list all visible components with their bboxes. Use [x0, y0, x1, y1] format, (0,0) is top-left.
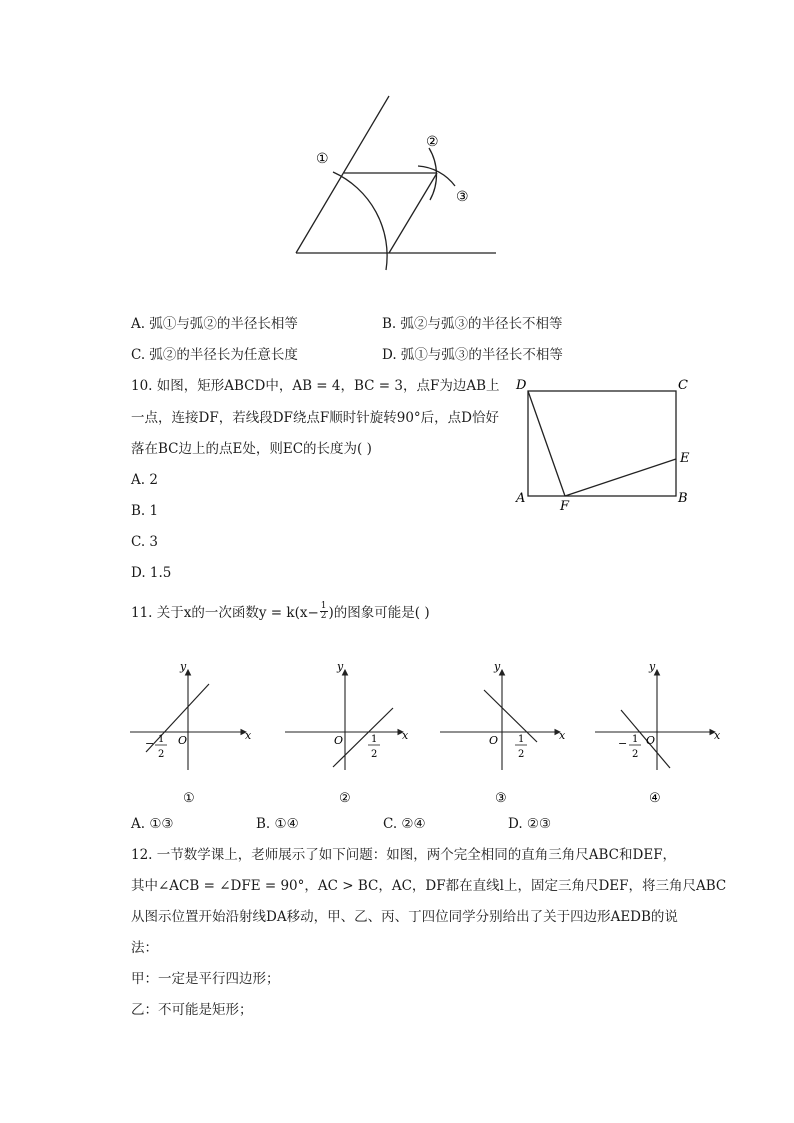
q12-statement-jia: 甲：一定是平行四边形； [131, 971, 280, 987]
q11-graph-4-neg: − [618, 737, 628, 750]
q11-graph-4 [595, 660, 721, 806]
q11-graph-1-num: 1 [158, 734, 165, 745]
q11-option-a: A. ①③ [131, 816, 174, 832]
q9-option-a: A. 弧①与弧②的半径长相等 [131, 316, 298, 332]
q11-graph-3 [440, 660, 566, 806]
q9-arc1-label: ① [316, 151, 329, 167]
q10-option-b: B. 1 [131, 503, 159, 519]
q11-graph-3-den: 2 [518, 749, 525, 760]
q11-graph-1-den: 2 [158, 749, 165, 760]
q10-label-f: F [560, 499, 570, 514]
q11-graph-2-origin: O [334, 734, 344, 747]
q11-graph-4-origin: O [646, 734, 656, 747]
q10-label-b: B [678, 491, 688, 506]
q11-stem-suffix: )的图象可能是( ) [328, 605, 430, 621]
q11-graph-2-y-label: y [337, 660, 344, 673]
q11-option-b: B. ①④ [256, 816, 299, 832]
q10-stem-line-1: 10. 如图，矩形ABCD中，AB = 4，BC = 3，点F为边AB上 [131, 378, 500, 394]
q11-option-c: C. ②④ [383, 816, 426, 832]
q9-arc3-label: ③ [456, 189, 469, 205]
q11-graph-1-caption: ① [183, 791, 195, 806]
q11-graph-4-x-label: x [714, 729, 721, 742]
q11-graph-1 [130, 660, 252, 806]
q11-graph-3-y-label: y [494, 660, 501, 673]
q10-label-c: C [678, 378, 688, 393]
q11-graph-4-num: 1 [632, 734, 639, 745]
q9-option-b: B. 弧②与弧③的半径长不相等 [382, 316, 563, 332]
q11-graph-4-y-label: y [649, 660, 656, 673]
q10-stem-line-3: 落在BC边上的点E处，则EC的长度为( ) [131, 441, 372, 457]
q11-graph-2-den: 2 [371, 749, 378, 760]
q11-graph-4-caption: ④ [649, 791, 661, 806]
q10-option-a: A. 2 [131, 472, 158, 488]
q10-option-c: C. 3 [131, 534, 159, 550]
q10-label-e: E [680, 451, 690, 466]
q9-option-d: D. 弧①与弧③的半径长不相等 [382, 347, 563, 363]
q11-stem-prefix: 11. 关于x的一次函数y = k(x− [131, 605, 319, 621]
q11-graph-1-origin: O [178, 734, 188, 747]
q12-stem-line-2: 其中∠ACB = ∠DFE = 90°，AC > BC，AC，DF都在直线l上，固定三角尺DEF，将三角尺ABC [131, 878, 727, 894]
q11-graph-3-x-label: x [559, 729, 566, 742]
q9-arc2-label: ② [426, 134, 439, 150]
q12-stem-line-1: 12. 一节数学课上，老师展示了如下问题：如图，两个完全相同的直角三角尺ABC和DEF， [131, 847, 677, 863]
q9-option-c: C. 弧②的半径长为任意长度 [131, 347, 298, 363]
q10-stem-line-2: 一点，连接DF，若线段DF绕点F顺时针旋转90°后，点D恰好 [131, 410, 499, 426]
q11-graph-1-neg: − [145, 737, 155, 750]
q11-graph-3-origin: O [489, 734, 499, 747]
q11-graph-2-x-label: x [402, 729, 409, 742]
q11-graph-1-x-label: x [245, 729, 252, 742]
q12-stem-line-4: 法： [131, 940, 158, 956]
q12-statement-yi: 乙：不可能是矩形； [131, 1002, 253, 1018]
q10-option-d: D. 1.5 [131, 565, 172, 581]
q10-label-d: D [516, 378, 527, 393]
q10-label-a: A [516, 491, 526, 506]
q11-graph-3-caption: ③ [495, 791, 507, 806]
q11-graph-2 [285, 660, 409, 806]
q11-graph-1-y-label: y [180, 660, 187, 673]
q11-graph-3-num: 1 [518, 734, 525, 745]
q11-option-d: D. ②③ [508, 816, 552, 832]
q11-fraction-num: 1 [320, 601, 327, 611]
q11-graph-2-num: 1 [371, 734, 378, 745]
q11-fraction-den: 2 [320, 611, 327, 621]
q12-stem-line-3: 从图示位置开始沿射线DA移动，甲、乙、丙、丁四位同学分别给出了关于四边形AEDB的说 [131, 909, 678, 925]
q11-graph-2-caption: ② [339, 791, 351, 806]
q11-graph-4-den: 2 [632, 749, 639, 760]
